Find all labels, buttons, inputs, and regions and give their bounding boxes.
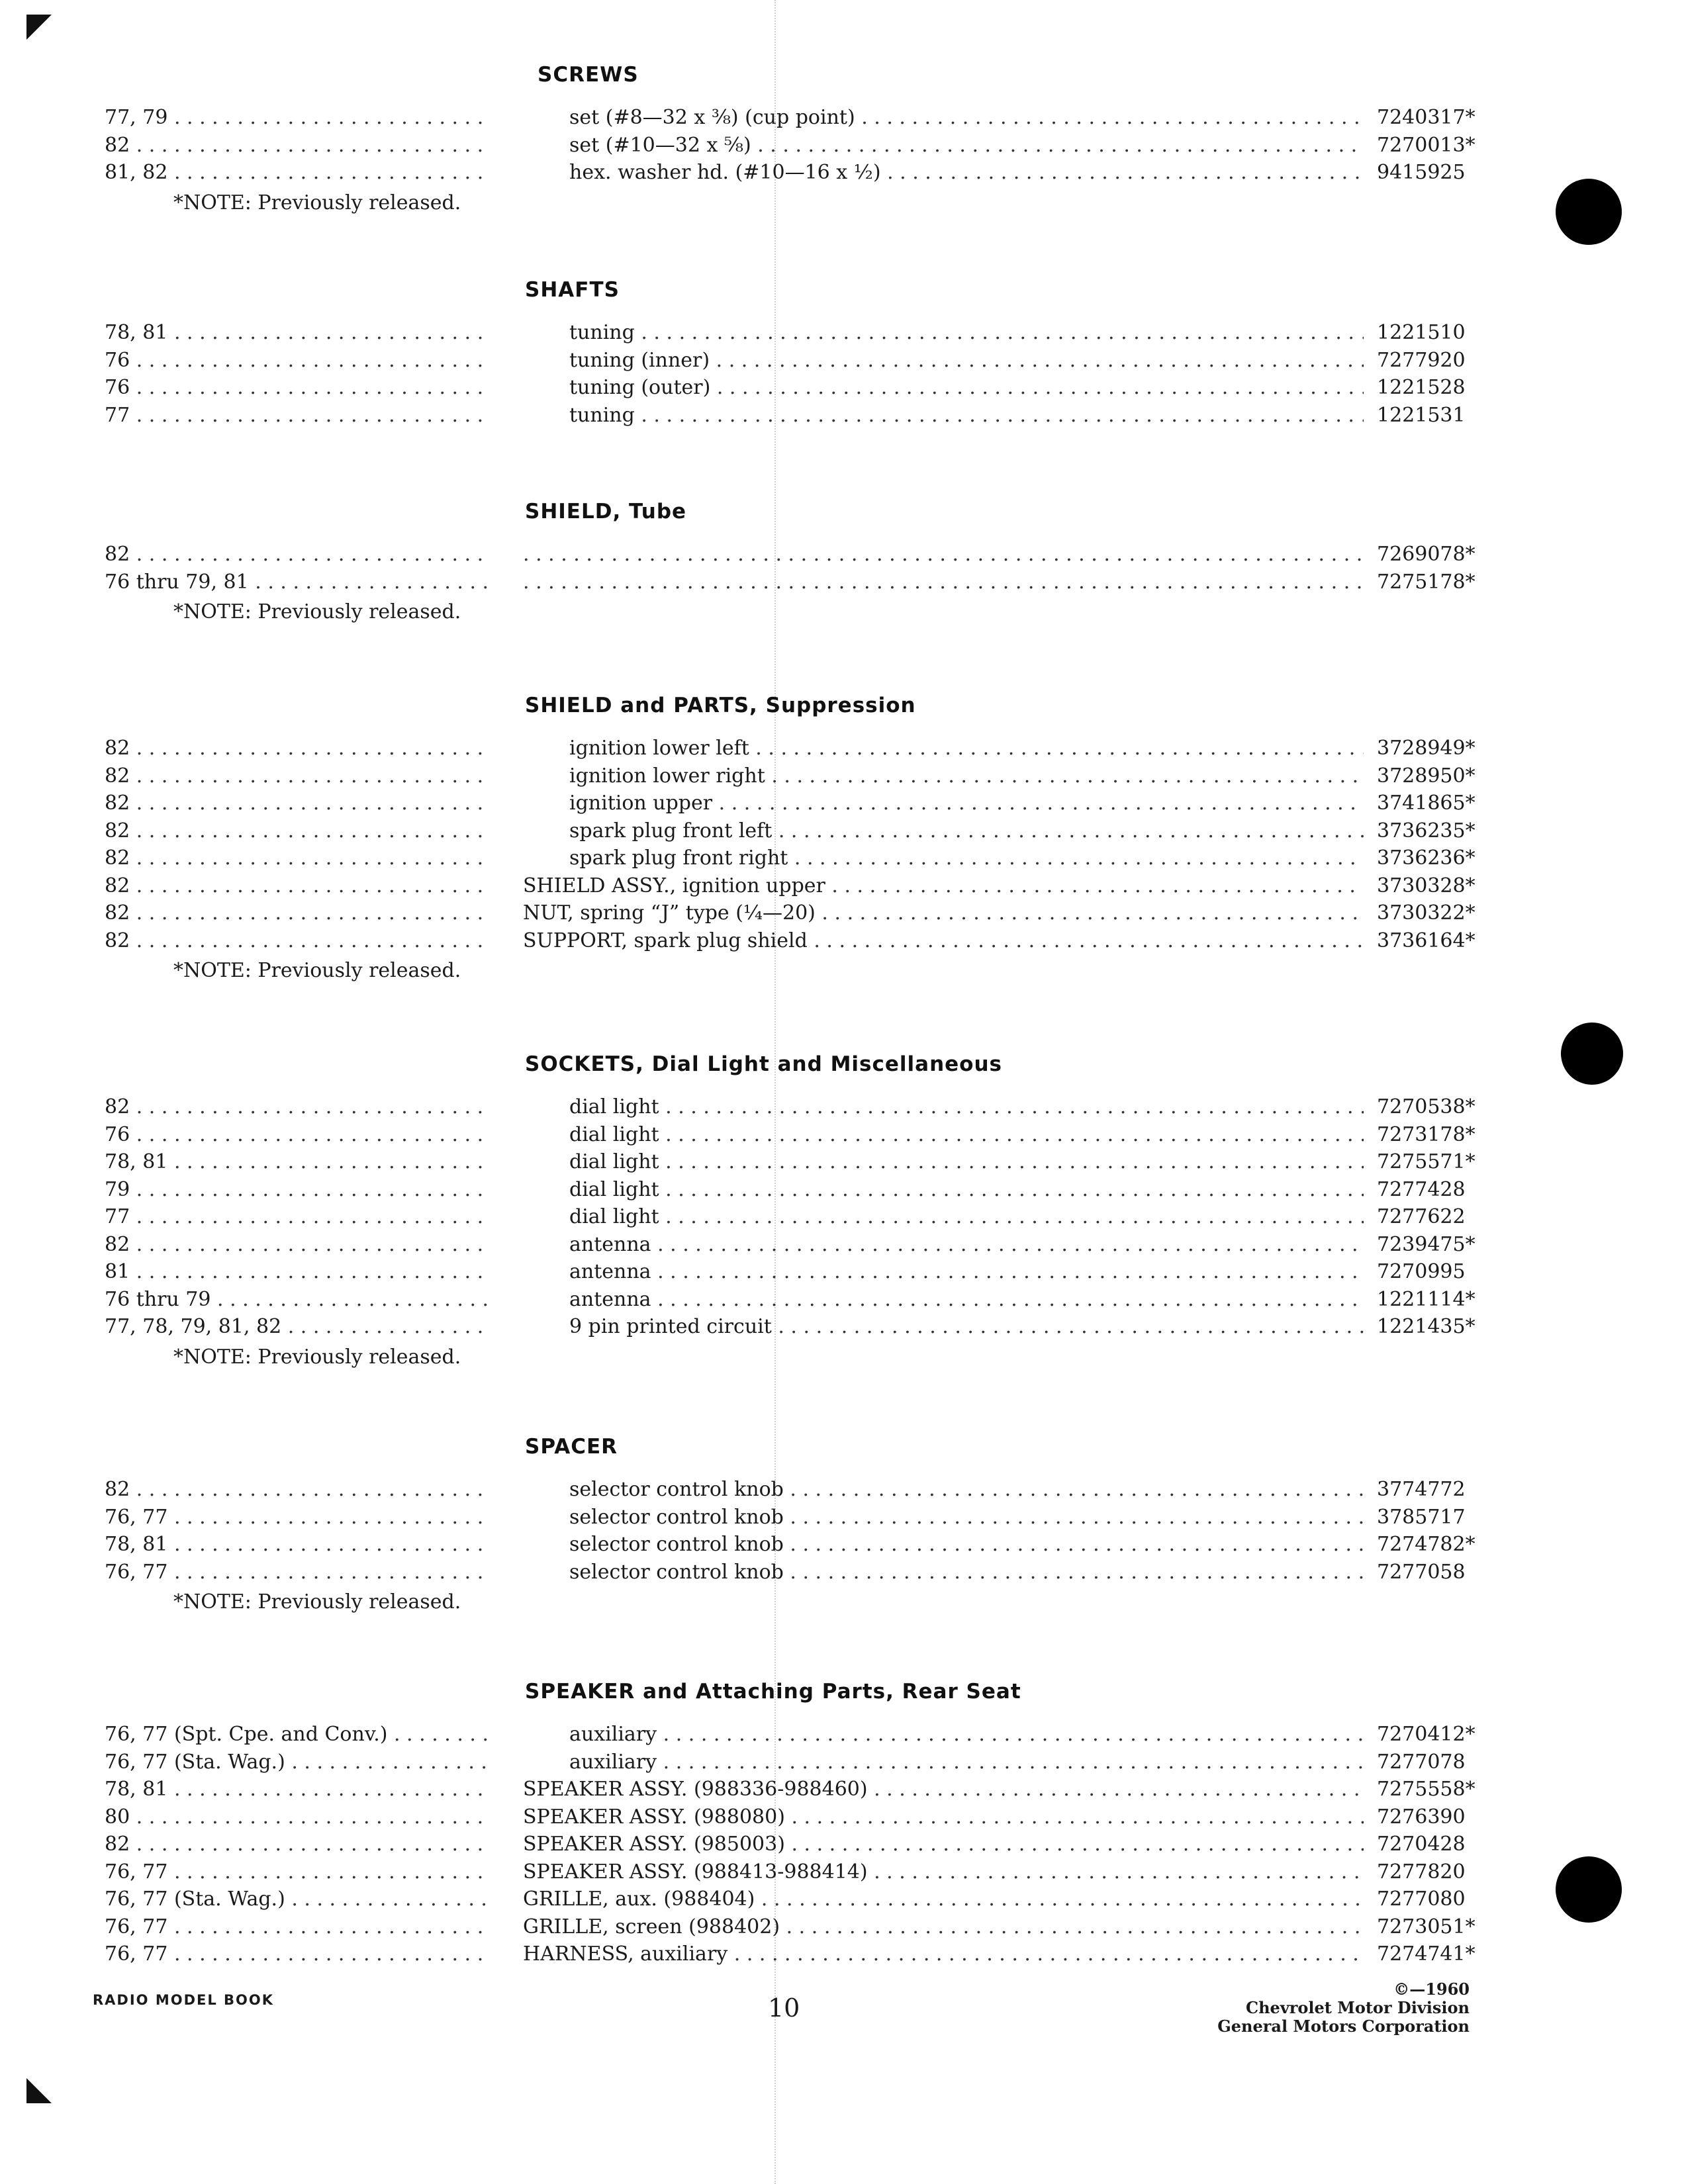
part-description: [523, 1886, 1364, 1913]
part-number: 7270412*: [1377, 1723, 1476, 1746]
model-numbers-text: 82: [105, 133, 130, 157]
parts-row: [0, 1231, 1688, 1259]
part-description: [523, 1913, 1364, 1941]
model-numbers: [105, 1531, 490, 1559]
model-numbers: [105, 402, 490, 430]
part-description-text: ignition lower left: [569, 737, 749, 760]
part-description: [523, 1559, 1364, 1586]
model-numbers: [105, 104, 490, 132]
model-numbers-text: 82: [105, 846, 130, 870]
corner-mark-bottom-left: [26, 2078, 52, 2103]
model-numbers: [105, 1776, 490, 1803]
part-description-text: SPEAKER ASSY. (985003): [523, 1833, 785, 1856]
parts-row: [0, 790, 1688, 817]
model-numbers: [105, 1313, 490, 1341]
part-number: 1221528: [1377, 376, 1466, 399]
part-description-text: dial light: [569, 1150, 659, 1173]
part-description: [523, 1831, 1364, 1858]
parts-row: [0, 1749, 1688, 1776]
footer-book-title: RADIO MODEL BOOK: [93, 1992, 275, 2008]
model-numbers-text: 77: [105, 1205, 130, 1228]
part-description-text: antenna: [569, 1232, 651, 1256]
part-number: 7277920: [1377, 348, 1466, 372]
part-description-text: 9 pin printed circuit: [569, 1315, 772, 1338]
model-numbers: [105, 872, 490, 900]
part-number: 7274782*: [1377, 1533, 1476, 1556]
parts-row: [0, 132, 1688, 159]
part-description-text: selector control knob: [569, 1533, 784, 1556]
model-numbers-text: 77, 79: [105, 106, 168, 129]
model-numbers: [105, 817, 490, 845]
part-description-text: antenna: [569, 1287, 651, 1311]
parts-row: [0, 872, 1688, 900]
parts-row: [0, 1148, 1688, 1176]
section-note: *NOTE: Previously released.: [173, 191, 461, 214]
footer-publisher: [1125, 1980, 1470, 2036]
part-description-text: ignition upper: [569, 792, 713, 815]
part-description-text: SUPPORT, spark plug shield: [523, 929, 808, 952]
part-description: [523, 790, 1364, 817]
part-description: [523, 402, 1364, 430]
model-numbers-text: 78, 81: [105, 1533, 168, 1556]
model-numbers-text: 76: [105, 348, 130, 372]
model-numbers: [105, 319, 490, 347]
section-title: SHIELD, Tube: [525, 500, 687, 523]
part-description-text: SPEAKER ASSY. (988336-988460): [523, 1778, 868, 1801]
part-description-text: dial light: [569, 1095, 659, 1118]
model-numbers-text: 78, 81: [105, 321, 168, 344]
part-number: 7277428: [1377, 1177, 1466, 1201]
section-note: *NOTE: Previously released.: [173, 1345, 461, 1369]
model-numbers: [105, 1176, 490, 1204]
parts-row: [0, 1176, 1688, 1204]
model-numbers-text: 76, 77: [105, 1560, 168, 1584]
model-numbers-text: 82: [105, 1095, 130, 1118]
parts-row: [0, 1913, 1688, 1941]
part-number: 3728950*: [1377, 764, 1476, 788]
parts-row: [0, 735, 1688, 762]
part-description-text: dial light: [569, 1122, 659, 1146]
part-description: [523, 1858, 1364, 1886]
part-description: [523, 1721, 1364, 1749]
parts-row: [0, 402, 1688, 430]
part-description-text: tuning: [569, 321, 635, 344]
part-number: 7277820: [1377, 1860, 1466, 1884]
part-number: 7276390: [1377, 1805, 1466, 1829]
parts-row: [0, 1803, 1688, 1831]
part-number: 7270013*: [1377, 133, 1476, 157]
part-description-text: auxiliary: [569, 1750, 657, 1774]
part-description: [523, 1803, 1364, 1831]
part-description: [523, 1531, 1364, 1559]
model-numbers-text: 76, 77 (Sta. Wag.): [105, 1750, 285, 1774]
model-numbers: [105, 762, 490, 790]
model-numbers-text: 80: [105, 1805, 130, 1829]
part-number: 3730322*: [1377, 901, 1476, 925]
part-description: [523, 1258, 1364, 1286]
model-numbers-text: 82: [105, 1478, 130, 1501]
parts-row: [0, 541, 1688, 569]
part-number: 7277058: [1377, 1560, 1466, 1584]
part-description-text: tuning (outer): [569, 376, 711, 399]
model-numbers-text: 77, 78, 79, 81, 82: [105, 1315, 282, 1338]
parts-row: [0, 1121, 1688, 1149]
model-numbers: [105, 1231, 490, 1259]
part-number: 3736235*: [1377, 819, 1476, 842]
model-numbers: [105, 1721, 490, 1749]
model-numbers: [105, 927, 490, 955]
model-numbers-text: 78, 81: [105, 1778, 168, 1801]
part-description-text: spark plug front right: [569, 846, 788, 870]
part-description-text: SPEAKER ASSY. (988413-988414): [523, 1860, 868, 1884]
model-numbers-text: 82: [105, 792, 130, 815]
parts-row: [0, 104, 1688, 132]
model-numbers: [105, 1148, 490, 1176]
model-numbers-text: 76: [105, 376, 130, 399]
part-description: [523, 1940, 1364, 1968]
part-description: [523, 844, 1364, 872]
part-description: [523, 1749, 1364, 1776]
model-numbers-text: 81: [105, 1260, 130, 1283]
part-description-text: set (#8—32 x ⅜) (cup point): [569, 106, 855, 129]
model-numbers: [105, 347, 490, 375]
model-numbers-text: 82: [105, 543, 130, 566]
punch-hole-middle: [1561, 1023, 1623, 1085]
section-title: SPEAKER and Attaching Parts, Rear Seat: [525, 1680, 1021, 1704]
part-description-text: GRILLE, aux. (988404): [523, 1888, 755, 1911]
model-numbers-text: 82: [105, 819, 130, 842]
parts-row: [0, 1831, 1688, 1858]
part-number: 1221510: [1377, 321, 1466, 344]
parts-row: [0, 374, 1688, 402]
model-numbers-text: 82: [105, 764, 130, 788]
footer-corporation: General Motors Corporation: [1217, 2017, 1470, 2036]
part-number: 3728949*: [1377, 737, 1476, 760]
model-numbers-text: 78, 81: [105, 1150, 168, 1173]
model-numbers: [105, 1913, 490, 1941]
part-description-text: hex. washer hd. (#10—16 x ½): [569, 161, 881, 184]
model-numbers-text: 76, 77: [105, 1860, 168, 1884]
section-note: *NOTE: Previously released.: [173, 959, 461, 982]
parts-row: [0, 762, 1688, 790]
parts-row: [0, 1721, 1688, 1749]
model-numbers: [105, 1749, 490, 1776]
model-numbers: [105, 1286, 490, 1314]
part-description: [523, 1313, 1364, 1341]
section-title: SPACER: [525, 1435, 618, 1459]
parts-row: [0, 899, 1688, 927]
model-numbers-text: 76 thru 79, 81: [105, 570, 249, 594]
part-number: 7239475*: [1377, 1232, 1476, 1256]
part-number: 7274741*: [1377, 1942, 1476, 1966]
model-numbers-text: 76: [105, 1122, 130, 1146]
part-number: 7270428: [1377, 1833, 1466, 1856]
parts-row: [0, 927, 1688, 955]
model-numbers-text: 76, 77: [105, 1915, 168, 1938]
parts-row: [0, 1531, 1688, 1559]
parts-row: [0, 1858, 1688, 1886]
part-description-text: dial light: [569, 1205, 659, 1228]
model-numbers-text: 82: [105, 1833, 130, 1856]
part-description: [523, 347, 1364, 375]
model-numbers: [105, 1504, 490, 1531]
part-number: 3730328*: [1377, 874, 1476, 897]
model-numbers-text: 82: [105, 874, 130, 897]
parts-row: [0, 1776, 1688, 1803]
model-numbers: [105, 1258, 490, 1286]
part-number: 7273178*: [1377, 1122, 1476, 1146]
model-numbers: [105, 132, 490, 159]
part-description: [523, 1148, 1364, 1176]
part-description-text: selector control knob: [569, 1505, 784, 1529]
parts-row: [0, 844, 1688, 872]
part-number: 7270538*: [1377, 1095, 1476, 1118]
model-numbers: [105, 541, 490, 569]
part-description-text: selector control knob: [569, 1560, 784, 1584]
part-description: [523, 735, 1364, 762]
model-numbers-text: 76, 77 (Sta. Wag.): [105, 1888, 285, 1911]
part-description: [523, 159, 1364, 187]
model-numbers-text: 76, 77 (Spt. Cpe. and Conv.): [105, 1723, 388, 1746]
part-number: 7240317*: [1377, 106, 1476, 129]
part-description-text: HARNESS, auxiliary: [523, 1942, 728, 1966]
part-number: 9415925: [1377, 161, 1466, 184]
part-description: [523, 1776, 1364, 1803]
footer-copyright: ©—1960: [1393, 1979, 1470, 1999]
part-number: 7275558*: [1377, 1778, 1476, 1801]
part-number: 3785717: [1377, 1505, 1466, 1529]
parts-row: [0, 1476, 1688, 1504]
part-description: [523, 569, 1364, 596]
section-note: *NOTE: Previously released.: [173, 600, 461, 623]
part-description-text: ignition lower right: [569, 764, 765, 788]
model-numbers-text: 76 thru 79: [105, 1287, 211, 1311]
part-description-text: SHIELD ASSY., ignition upper: [523, 874, 825, 897]
part-description: [523, 1504, 1364, 1531]
part-number: 3736236*: [1377, 846, 1476, 870]
model-numbers: [105, 1831, 490, 1858]
parts-row: [0, 319, 1688, 347]
section-title: SOCKETS, Dial Light and Miscellaneous: [525, 1052, 1002, 1076]
section-title: SHAFTS: [525, 278, 620, 302]
part-description-text: tuning: [569, 403, 635, 427]
part-number: 7277080: [1377, 1888, 1466, 1911]
parts-row: [0, 1286, 1688, 1314]
model-numbers: [105, 1121, 490, 1149]
model-numbers: [105, 1093, 490, 1121]
part-number: 3736164*: [1377, 929, 1476, 952]
parts-row: [0, 1203, 1688, 1231]
model-numbers-text: 82: [105, 929, 130, 952]
model-numbers-text: 82: [105, 1232, 130, 1256]
model-numbers: [105, 899, 490, 927]
model-numbers: [105, 735, 490, 762]
part-description: [523, 899, 1364, 927]
model-numbers: [105, 374, 490, 402]
part-description: [523, 927, 1364, 955]
part-description-text: auxiliary: [569, 1723, 657, 1746]
part-description: [523, 817, 1364, 845]
part-description: [523, 541, 1364, 569]
part-description: [523, 104, 1364, 132]
part-number: 3741865*: [1377, 792, 1476, 815]
model-numbers: [105, 844, 490, 872]
model-numbers: [105, 790, 490, 817]
parts-row: [0, 569, 1688, 596]
part-number: 1221531: [1377, 403, 1466, 427]
part-description: [523, 762, 1364, 790]
model-numbers: [105, 1940, 490, 1968]
footer-division: Chevrolet Motor Division: [1246, 1998, 1470, 2017]
part-description: [523, 132, 1364, 159]
part-description: [523, 1093, 1364, 1121]
model-numbers-text: 76, 77: [105, 1942, 168, 1966]
part-description-text: antenna: [569, 1260, 651, 1283]
part-description-text: dial light: [569, 1177, 659, 1201]
part-description-text: GRILLE, screen (988402): [523, 1915, 780, 1938]
section-note: *NOTE: Previously released.: [173, 1590, 461, 1614]
parts-row: [0, 817, 1688, 845]
page-number: 10: [768, 1993, 800, 2023]
parts-row: [0, 347, 1688, 375]
part-description-text: tuning (inner): [569, 348, 710, 372]
model-numbers: [105, 1476, 490, 1504]
part-description: [523, 1231, 1364, 1259]
part-description: [523, 872, 1364, 900]
parts-row: [0, 1093, 1688, 1121]
parts-row: [0, 1559, 1688, 1586]
model-numbers-text: 82: [105, 901, 130, 925]
model-numbers-text: 77: [105, 403, 130, 427]
part-description-text: spark plug front left: [569, 819, 773, 842]
part-description-text: set (#10—32 x ⅝): [569, 133, 751, 157]
model-numbers-text: 81, 82: [105, 161, 168, 184]
part-number: 7273051*: [1377, 1915, 1476, 1938]
part-description: [523, 319, 1364, 347]
model-numbers-text: 82: [105, 737, 130, 760]
section-title: SCREWS: [538, 63, 639, 87]
part-description: [523, 374, 1364, 402]
model-numbers-text: 76, 77: [105, 1505, 168, 1529]
part-description: [523, 1203, 1364, 1231]
model-numbers: [105, 1803, 490, 1831]
parts-row: [0, 1258, 1688, 1286]
punch-hole-top: [1556, 179, 1622, 245]
part-description-text: NUT, spring “J” type (¼—20): [523, 901, 816, 925]
parts-row: [0, 1886, 1688, 1913]
model-numbers: [105, 569, 490, 596]
part-description: [523, 1121, 1364, 1149]
parts-row: [0, 1313, 1688, 1341]
part-number: 7269078*: [1377, 543, 1476, 566]
section-title: SHIELD and PARTS, Suppression: [525, 694, 916, 717]
part-number: 1221435*: [1377, 1315, 1476, 1338]
model-numbers: [105, 1559, 490, 1586]
part-number: 7275571*: [1377, 1150, 1476, 1173]
part-number: 1221114*: [1377, 1287, 1476, 1311]
parts-row: [0, 159, 1688, 187]
parts-row: [0, 1940, 1688, 1968]
model-numbers: [105, 1858, 490, 1886]
model-numbers: [105, 1203, 490, 1231]
part-number: 3774772: [1377, 1478, 1466, 1501]
parts-row: [0, 1504, 1688, 1531]
part-description-text: selector control knob: [569, 1478, 784, 1501]
part-number: 7277622: [1377, 1205, 1466, 1228]
model-numbers: [105, 1886, 490, 1913]
part-number: 7270995: [1377, 1260, 1466, 1283]
part-description-text: SPEAKER ASSY. (988080): [523, 1805, 785, 1829]
part-number: 7275178*: [1377, 570, 1476, 594]
part-number: 7277078: [1377, 1750, 1466, 1774]
model-numbers-text: 79: [105, 1177, 130, 1201]
part-description: [523, 1286, 1364, 1314]
corner-mark-top-left: [26, 15, 52, 40]
part-description: [523, 1176, 1364, 1204]
model-numbers: [105, 159, 490, 187]
part-description: [523, 1476, 1364, 1504]
